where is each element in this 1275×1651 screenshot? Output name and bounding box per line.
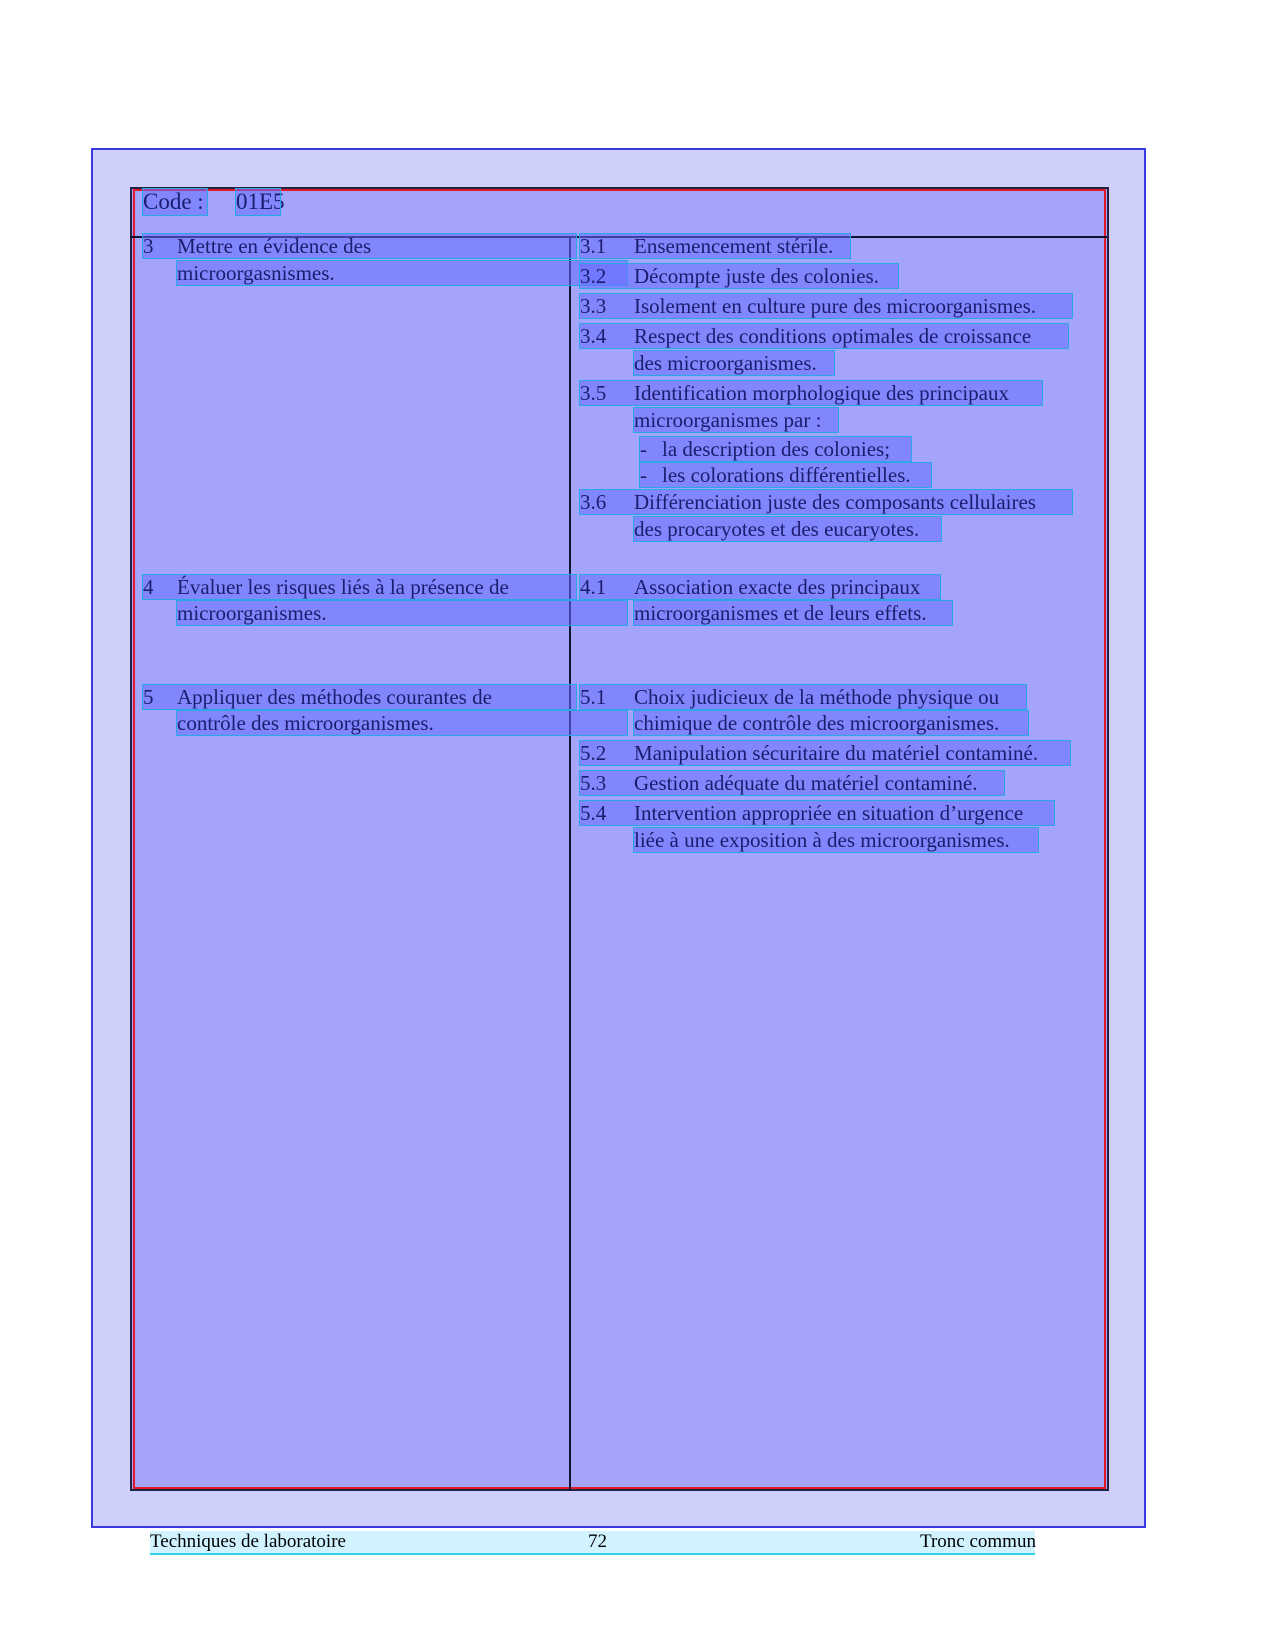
criterion-line: 3.3 Isolement en culture pure des microorganismes. [580,294,1072,318]
criterion-line: liée à une exposition à des microorganismes. [634,828,1038,852]
criterion-line: chimique de contrôle des microorganismes. [634,711,1028,735]
bullet-item: - la description des colonies; [640,437,911,461]
criterion-line: 5.2 Manipulation sécuritaire du matériel contaminé. [580,741,1070,765]
criterion-line: microorganismes par : [634,408,838,432]
element-line: 3 Mettre en évidence des [143,234,576,258]
criterion-line: 3.5 Identification morphologique des principaux [580,381,1042,405]
bullet-item: - les colorations différentielles. [640,463,931,487]
criterion-line: 5.4 Intervention appropriée en situation d’urgence [580,801,1054,825]
criterion-line: 5.1 Choix judicieux de la méthode physique ou [580,685,1026,709]
element-line: microorganismes. [177,601,627,625]
element-line: microorgasnismes. [177,261,627,285]
code-label: Code : [143,189,207,215]
element-line: 4 Évaluer les risques liés à la présence de [143,575,576,599]
criterion-line: 3.4 Respect des conditions optimales de croissance [580,324,1068,348]
criterion-line: 3.2 Décompte juste des colonies. [580,264,898,288]
criterion-line: 5.3 Gestion adéquate du matériel contaminé. [580,771,1004,795]
criterion-line: 4.1 Association exacte des principaux [580,575,940,599]
footer-right: Tronc commun [920,1531,1036,1552]
criterion-line: des microorganismes. [634,351,834,375]
code-value: 01E5 [236,189,285,214]
criterion-line: 3.1 Ensemencement stérile. [580,234,850,258]
criterion-line: des procaryotes et des eucaryotes. [634,517,941,541]
element-line: contrôle des microorganismes. [177,711,627,735]
criterion-line: 3.6 Différenciation juste des composants cellulaires [580,490,1072,514]
criterion-line: microorganismes et de leurs effets. [634,601,952,625]
footer-left: Techniques de laboratoire [150,1531,346,1552]
page-number: 72 [588,1531,607,1552]
element-line: 5 Appliquer des méthodes courantes de [143,685,576,709]
column-divider [569,238,571,1491]
